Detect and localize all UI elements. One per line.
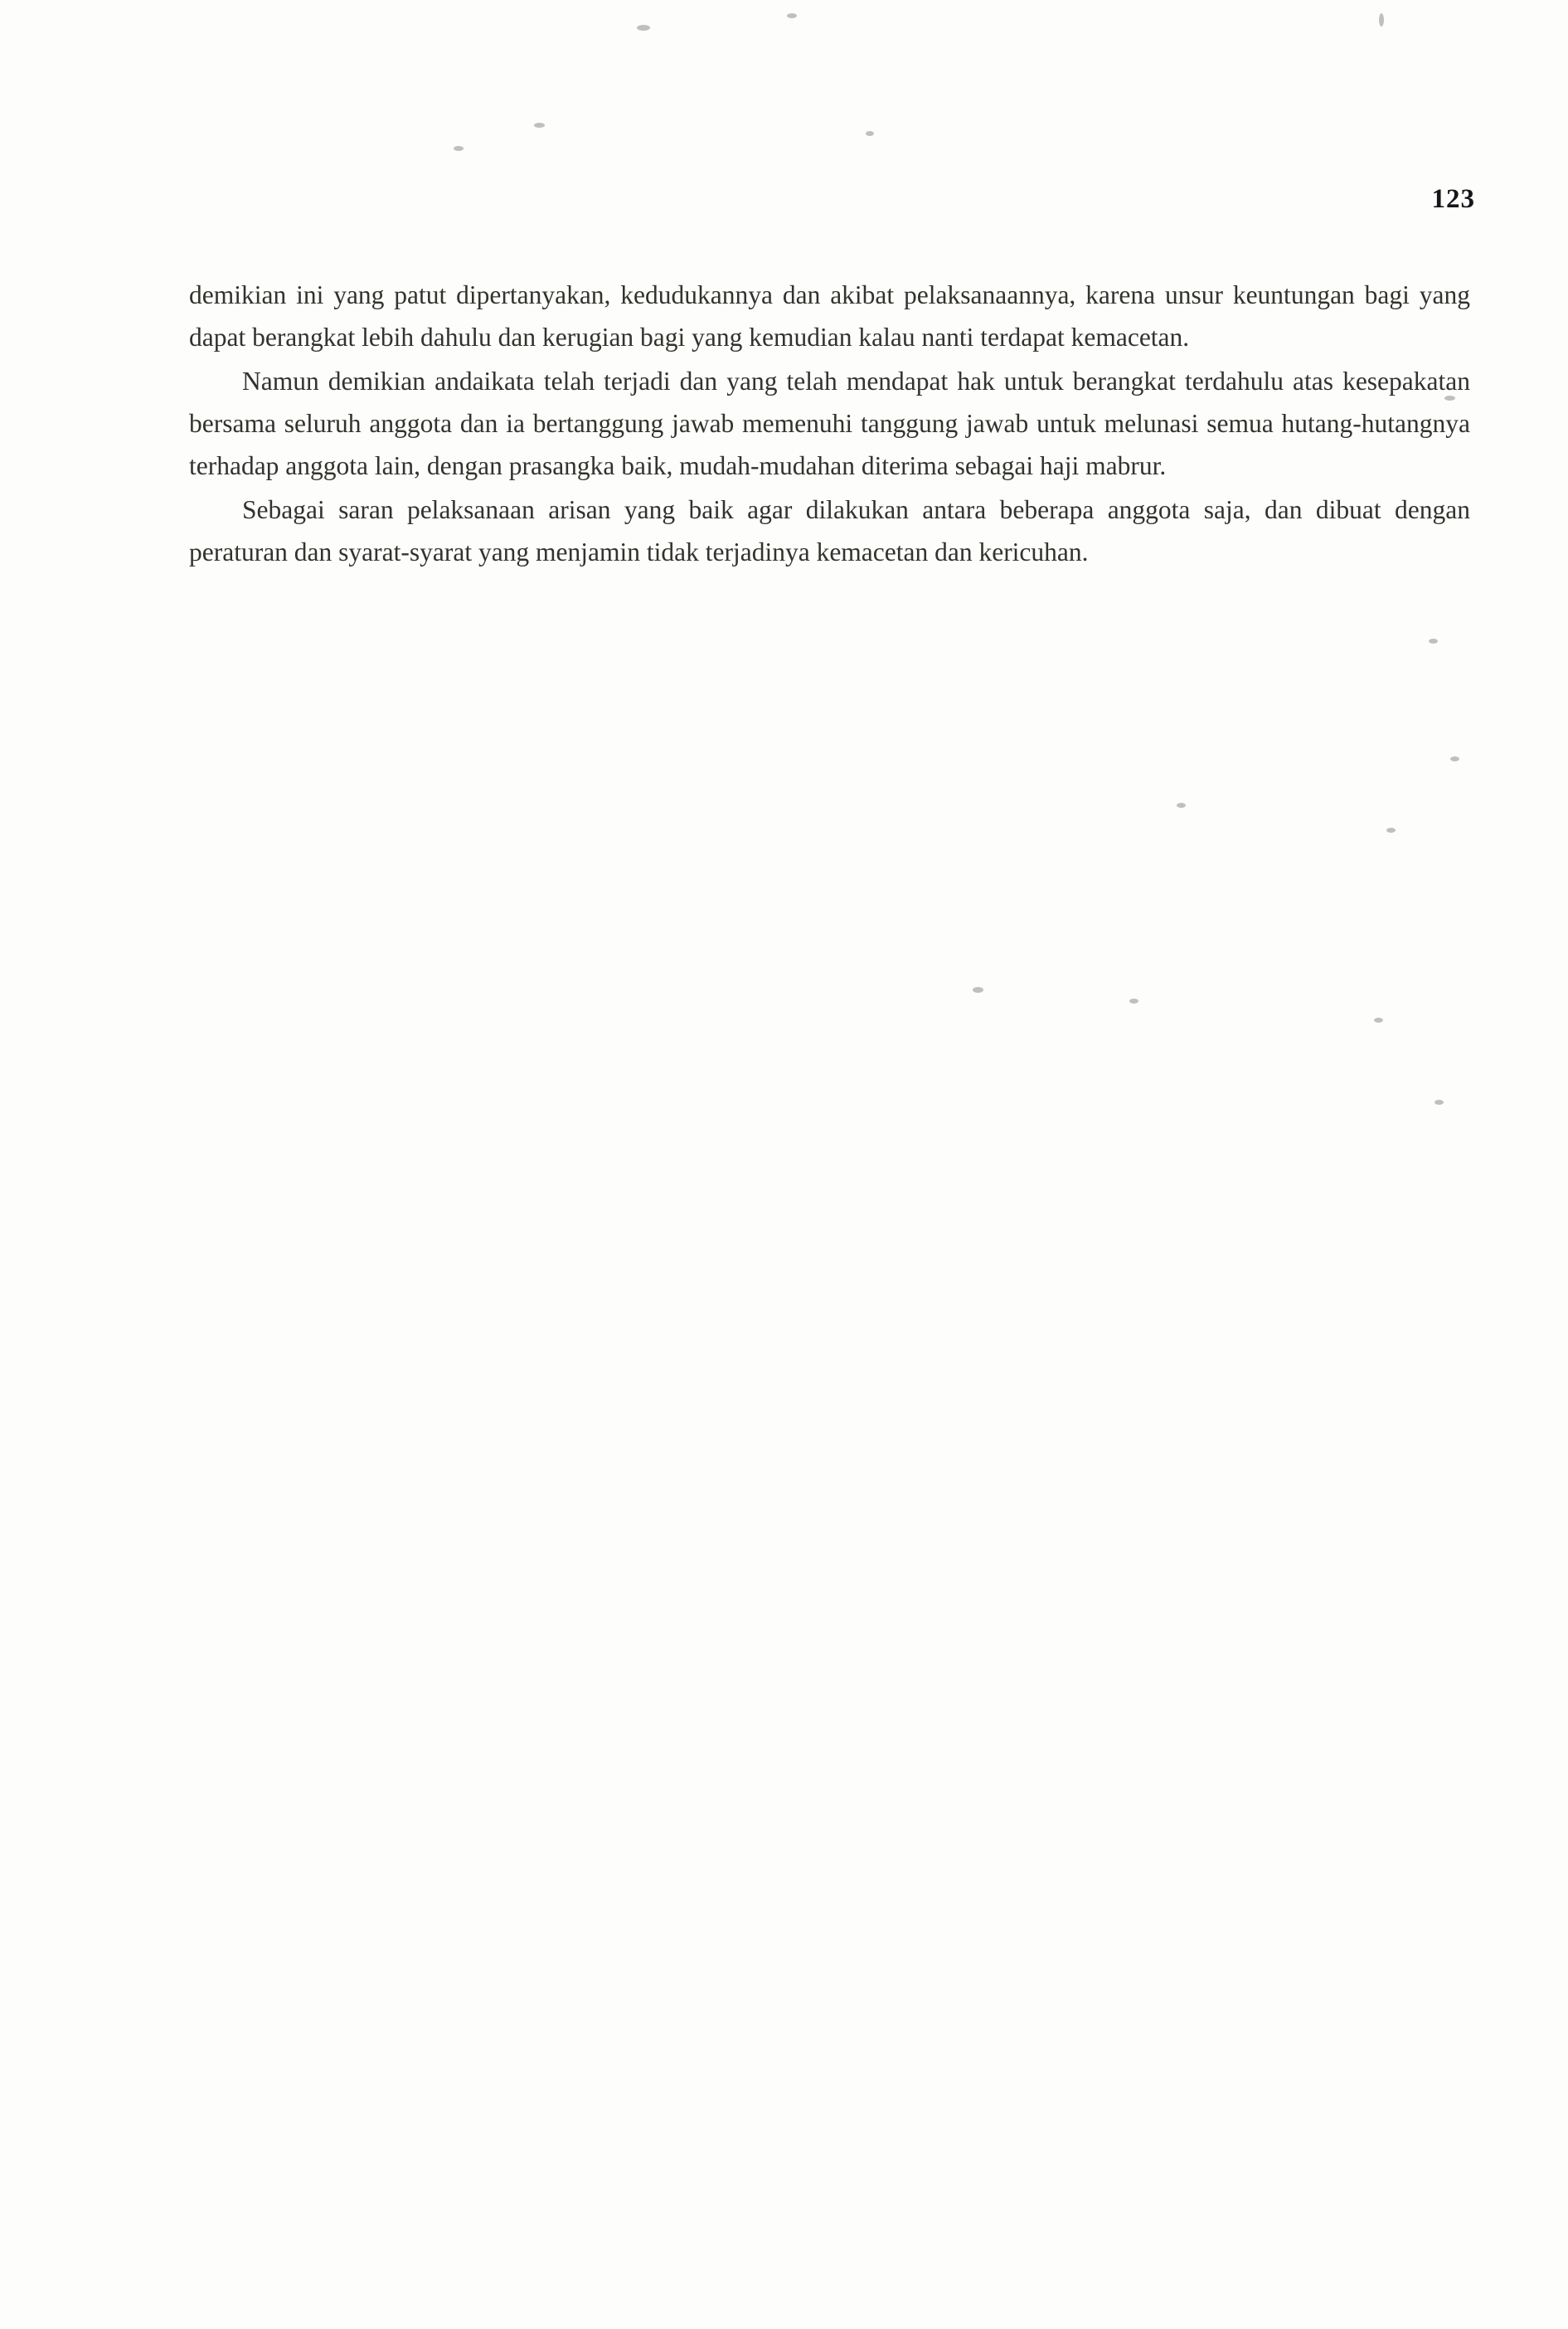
- scan-speck: [1129, 999, 1138, 1004]
- body-text: [189, 274, 1470, 575]
- scan-speck: [866, 131, 874, 136]
- scan-speck: [1379, 13, 1384, 27]
- scan-speck: [1450, 756, 1459, 761]
- paragraph: Sebagai saran pelaksanaan arisan yang baik agar dilakukan antara beberapa anggota saja, dan dibuat dengan peraturan dan syarat-syarat yang menjamin tidak terjadinya kemacetan dan kericuhan.: [189, 495, 1470, 566]
- paragraph: Namun demikian andaikata telah terjadi dan yang telah mendapat hak untuk berangkat terdahulu atas kesepakatan bersama seluruh anggota dan ia bertanggung jawab memenuhi tanggung jawab untuk melunasi semua hutang-hutangnya terhadap anggota lain, dengan prasangka baik, mudah-mudahan diterima sebagai haji mabrur.: [189, 367, 1470, 480]
- scan-speck: [1386, 828, 1396, 833]
- scan-speck: [787, 13, 797, 18]
- paragraph: demikian ini yang patut dipertanyakan, kedudukannya dan akibat pelaksanaannya, karena unsur keuntungan bagi yang dapat berangkat lebih dahulu dan kerugian bagi yang kemudian kalau nanti terdapat kemacetan.: [189, 280, 1470, 352]
- scan-speck: [637, 25, 650, 31]
- scan-speck: [1435, 1100, 1444, 1105]
- page-number: 123: [1431, 184, 1475, 214]
- scan-speck: [1374, 1018, 1383, 1023]
- scan-speck: [454, 146, 464, 151]
- scan-speck: [1429, 639, 1438, 644]
- scan-speck: [973, 987, 983, 993]
- scan-speck: [1177, 803, 1186, 808]
- scan-speck: [534, 123, 545, 128]
